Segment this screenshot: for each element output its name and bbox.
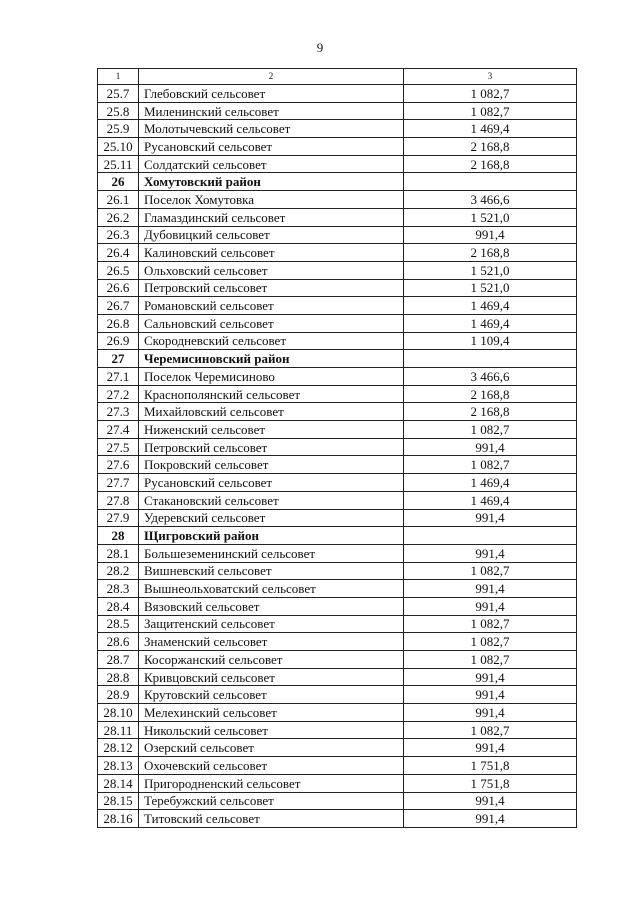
row-number-cell: 27 — [98, 350, 139, 368]
row-name-cell: Миленинский сельсовет — [139, 102, 404, 120]
row-value-cell: 2 168,8 — [404, 403, 577, 421]
row-name-cell: Дубовицкий сельсовет — [139, 226, 404, 244]
table-row — [98, 792, 577, 810]
row-value-cell: 991,4 — [404, 704, 577, 722]
row-value-cell: 1 082,7 — [404, 615, 577, 633]
row-value-cell: 1 469,4 — [404, 474, 577, 492]
table-row — [98, 368, 577, 386]
row-name-cell: Калиновский сельсовет — [139, 244, 404, 262]
table-row — [98, 297, 577, 315]
row-number-cell: 27.6 — [98, 456, 139, 474]
table-row — [98, 438, 577, 456]
table-row — [98, 120, 577, 138]
row-name-cell: Ниженский сельсовет — [139, 421, 404, 439]
row-number-cell: 28.7 — [98, 651, 139, 669]
row-number-cell: 28.2 — [98, 562, 139, 580]
row-value-cell: 1 751,8 — [404, 774, 577, 792]
row-value-cell: 991,4 — [404, 792, 577, 810]
row-number-cell: 28.14 — [98, 774, 139, 792]
table-row — [98, 244, 577, 262]
table-row — [98, 580, 577, 598]
table-row — [98, 651, 577, 669]
row-value-cell: 1 751,8 — [404, 757, 577, 775]
row-number-cell: 28.8 — [98, 668, 139, 686]
row-value-cell: 1 469,4 — [404, 297, 577, 315]
table-row — [98, 385, 577, 403]
row-value-cell: 1 082,7 — [404, 85, 577, 103]
row-value-cell: 1 082,7 — [404, 633, 577, 651]
table-row — [98, 774, 577, 792]
row-value-cell — [404, 173, 577, 191]
row-value-cell: 1 082,7 — [404, 721, 577, 739]
row-name-cell: Солдатский сельсовет — [139, 155, 404, 173]
row-name-cell: Пригородненский сельсовет — [139, 774, 404, 792]
row-name-cell: Романовский сельсовет — [139, 297, 404, 315]
row-number-cell: 26.7 — [98, 297, 139, 315]
row-number-cell: 25.11 — [98, 155, 139, 173]
page-number: 9 — [316, 40, 324, 55]
row-value-cell: 1 469,4 — [404, 314, 577, 332]
row-name-cell: Михайловский сельсовет — [139, 403, 404, 421]
row-name-cell: Черемисиновский район — [139, 350, 404, 368]
row-number-cell: 28.6 — [98, 633, 139, 651]
row-number-cell: 27.3 — [98, 403, 139, 421]
row-number-cell: 26.8 — [98, 314, 139, 332]
allocation-table — [97, 68, 577, 828]
row-name-cell: Русановский сельсовет — [139, 138, 404, 156]
row-value-cell — [404, 527, 577, 545]
table-body — [98, 69, 577, 828]
row-number-cell: 27.2 — [98, 385, 139, 403]
table-row — [98, 155, 577, 173]
header-cell-name: 2 — [139, 69, 404, 85]
row-name-cell: Никольский сельсовет — [139, 721, 404, 739]
row-value-cell: 991,4 — [404, 668, 577, 686]
row-number-cell: 28 — [98, 527, 139, 545]
row-name-cell: Краснополянский сельсовет — [139, 385, 404, 403]
row-number-cell: 26.2 — [98, 208, 139, 226]
header-cell-value: 3 — [404, 69, 577, 85]
table-header-row — [98, 69, 577, 85]
row-name-cell: Поселок Черемисиново — [139, 368, 404, 386]
row-number-cell: 26.9 — [98, 332, 139, 350]
row-name-cell: Озерский сельсовет — [139, 739, 404, 757]
table-row — [98, 509, 577, 527]
row-number-cell: 26.5 — [98, 261, 139, 279]
row-name-cell: Титовский сельсовет — [139, 810, 404, 828]
row-value-cell: 1 521,0 — [404, 261, 577, 279]
row-number-cell: 26.3 — [98, 226, 139, 244]
row-number-cell: 26.4 — [98, 244, 139, 262]
row-number-cell: 26 — [98, 173, 139, 191]
row-value-cell: 3 466,6 — [404, 368, 577, 386]
row-name-cell: Молотычевский сельсовет — [139, 120, 404, 138]
table-row — [98, 739, 577, 757]
row-value-cell: 1 521,0 — [404, 208, 577, 226]
row-number-cell: 28.13 — [98, 757, 139, 775]
row-value-cell: 991,4 — [404, 686, 577, 704]
row-value-cell: 991,4 — [404, 580, 577, 598]
row-number-cell: 28.12 — [98, 739, 139, 757]
table-row — [98, 456, 577, 474]
row-number-cell: 27.8 — [98, 491, 139, 509]
table-row — [98, 686, 577, 704]
table-row — [98, 102, 577, 120]
row-name-cell: Теребужский сельсовет — [139, 792, 404, 810]
table-row — [98, 226, 577, 244]
table-row — [98, 85, 577, 103]
row-value-cell: 991,4 — [404, 544, 577, 562]
row-value-cell: 3 466,6 — [404, 191, 577, 209]
row-number-cell: 25.9 — [98, 120, 139, 138]
row-number-cell: 27.4 — [98, 421, 139, 439]
row-name-cell: Покровский сельсовет — [139, 456, 404, 474]
row-name-cell: Сальновский сельсовет — [139, 314, 404, 332]
row-value-cell: 991,4 — [404, 597, 577, 615]
table-row — [98, 721, 577, 739]
row-value-cell: 1 521,0 — [404, 279, 577, 297]
row-name-cell: Русановский сельсовет — [139, 474, 404, 492]
row-value-cell: 2 168,8 — [404, 155, 577, 173]
row-value-cell: 1 082,7 — [404, 421, 577, 439]
row-name-cell: Глебовский сельсовет — [139, 85, 404, 103]
row-name-cell: Хомутовский район — [139, 173, 404, 191]
row-number-cell: 28.3 — [98, 580, 139, 598]
row-value-cell — [404, 350, 577, 368]
table-row — [98, 704, 577, 722]
row-number-cell: 27.9 — [98, 509, 139, 527]
row-name-cell: Знаменский сельсовет — [139, 633, 404, 651]
row-name-cell: Мелехинский сельсовет — [139, 704, 404, 722]
row-name-cell: Поселок Хомутовка — [139, 191, 404, 209]
row-number-cell: 28.9 — [98, 686, 139, 704]
table-row — [98, 491, 577, 509]
row-number-cell: 27.7 — [98, 474, 139, 492]
row-name-cell: Вязовский сельсовет — [139, 597, 404, 615]
row-number-cell: 28.5 — [98, 615, 139, 633]
table-row — [98, 615, 577, 633]
row-name-cell: Охочевский сельсовет — [139, 757, 404, 775]
row-number-cell: 25.8 — [98, 102, 139, 120]
row-value-cell: 1 109,4 — [404, 332, 577, 350]
district-row — [98, 173, 577, 191]
table-row — [98, 544, 577, 562]
table-row — [98, 633, 577, 651]
table-row — [98, 279, 577, 297]
table-row — [98, 403, 577, 421]
row-value-cell: 991,4 — [404, 810, 577, 828]
row-value-cell: 1 082,7 — [404, 102, 577, 120]
row-number-cell: 28.1 — [98, 544, 139, 562]
table-row — [98, 562, 577, 580]
row-value-cell: 991,4 — [404, 509, 577, 527]
row-value-cell: 2 168,8 — [404, 138, 577, 156]
row-number-cell: 25.7 — [98, 85, 139, 103]
row-name-cell: Петровский сельсовет — [139, 438, 404, 456]
table-row — [98, 757, 577, 775]
table-row — [98, 314, 577, 332]
table-row — [98, 474, 577, 492]
table-row — [98, 597, 577, 615]
row-number-cell: 26.6 — [98, 279, 139, 297]
row-value-cell: 1 469,4 — [404, 120, 577, 138]
row-value-cell: 2 168,8 — [404, 385, 577, 403]
row-value-cell: 2 168,8 — [404, 244, 577, 262]
table-row — [98, 138, 577, 156]
row-value-cell: 991,4 — [404, 226, 577, 244]
header-cell-number: 1 — [98, 69, 139, 85]
row-number-cell: 27.1 — [98, 368, 139, 386]
row-value-cell: 1 469,4 — [404, 491, 577, 509]
table-row — [98, 810, 577, 828]
row-number-cell: 28.11 — [98, 721, 139, 739]
district-row — [98, 350, 577, 368]
row-number-cell: 25.10 — [98, 138, 139, 156]
row-value-cell: 991,4 — [404, 438, 577, 456]
row-value-cell: 1 082,7 — [404, 456, 577, 474]
row-number-cell: 26.1 — [98, 191, 139, 209]
row-name-cell: Гламаздинский сельсовет — [139, 208, 404, 226]
table-row — [98, 191, 577, 209]
table-row — [98, 208, 577, 226]
row-name-cell: Щигровский район — [139, 527, 404, 545]
row-value-cell: 1 082,7 — [404, 651, 577, 669]
row-number-cell: 27.5 — [98, 438, 139, 456]
row-name-cell: Большеземенинский сельсовет — [139, 544, 404, 562]
row-name-cell: Петровский сельсовет — [139, 279, 404, 297]
table-row — [98, 668, 577, 686]
table-row — [98, 421, 577, 439]
row-name-cell: Удеревский сельсовет — [139, 509, 404, 527]
row-value-cell: 991,4 — [404, 739, 577, 757]
row-name-cell: Крутовский сельсовет — [139, 686, 404, 704]
row-number-cell: 28.10 — [98, 704, 139, 722]
row-name-cell: Кривцовский сельсовет — [139, 668, 404, 686]
row-value-cell: 1 082,7 — [404, 562, 577, 580]
row-name-cell: Вишневский сельсовет — [139, 562, 404, 580]
table-row — [98, 261, 577, 279]
row-name-cell: Вышнеольховатский сельсовет — [139, 580, 404, 598]
row-number-cell: 28.4 — [98, 597, 139, 615]
row-name-cell: Стакановский сельсовет — [139, 491, 404, 509]
row-name-cell: Ольховский сельсовет — [139, 261, 404, 279]
row-number-cell: 28.15 — [98, 792, 139, 810]
row-name-cell: Защитенский сельсовет — [139, 615, 404, 633]
district-row — [98, 527, 577, 545]
table-row — [98, 332, 577, 350]
row-name-cell: Косоржанский сельсовет — [139, 651, 404, 669]
row-name-cell: Скородневский сельсовет — [139, 332, 404, 350]
row-number-cell: 28.16 — [98, 810, 139, 828]
